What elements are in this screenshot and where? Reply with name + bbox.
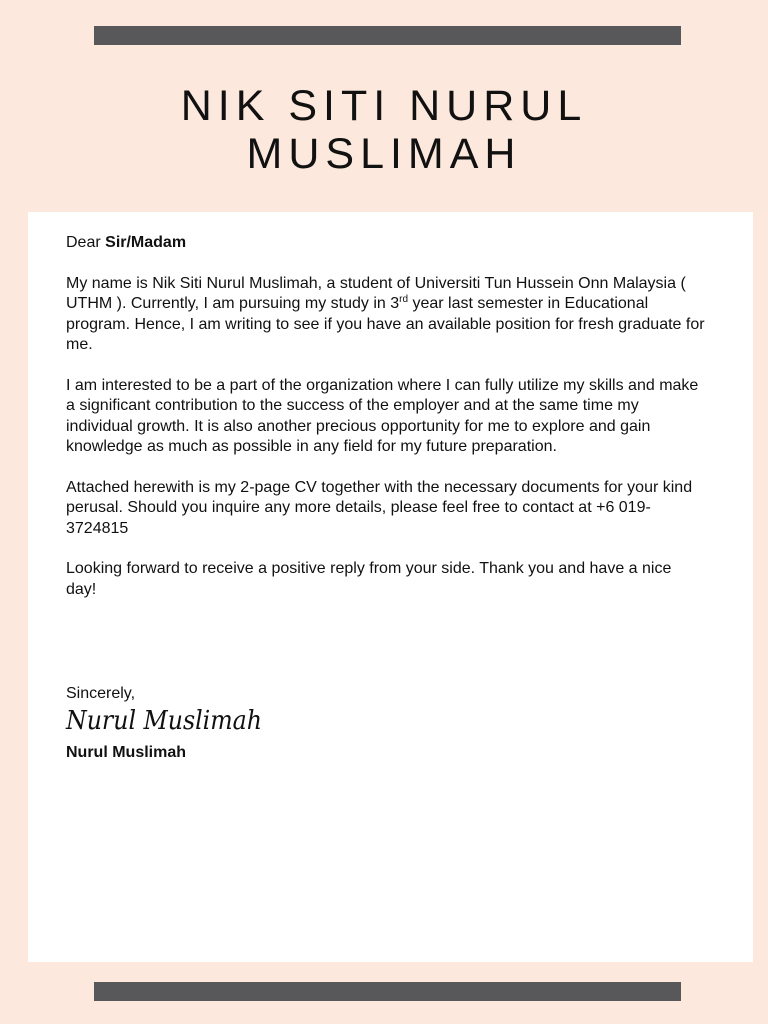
paragraph-closing-remarks: Looking forward to receive a positive reply from your side. Thank you and have a nice day! xyxy=(66,560,672,598)
paragraph-introduction-part1: My name is Nik Siti Nurul Muslimah, a student of Universiti Tun Hussein Onn Malaysia ( UTHM ). Currently, I am pursuing my study in 3 xyxy=(66,274,686,312)
closing-word: Sincerely, xyxy=(66,685,136,702)
top-decorative-bar xyxy=(94,26,681,45)
signer-name: Nurul Muslimah xyxy=(66,744,187,761)
ordinal-suffix: rd xyxy=(399,294,409,305)
letter-card xyxy=(28,212,753,962)
paragraph-introduction-part2: year last semester in Educational program. Hence, I am writing to see if you have an available position for fresh graduate for me. xyxy=(66,295,705,353)
name-line-2: MUSLIMAH xyxy=(246,130,522,178)
recipient: Sir/Madam xyxy=(105,234,187,251)
letter-body xyxy=(66,233,706,620)
paragraph-interest: I am interested to be a part of the organization where I can fully utilize my skills and make a significant contribution to the success of the employer and at the same time my individual growth. It is also another precious opportunity for me to explore and gain knowledge as much as possible in any field for my future preparation. xyxy=(66,376,699,455)
salutation xyxy=(66,233,706,254)
paragraph-attachment: Attached herewith is my 2-page CV together with the necessary documents for your kind perusal. Should you inquire any more details, please feel free to contact at +6 019-3724815 xyxy=(66,478,693,537)
bottom-decorative-bar xyxy=(94,982,681,1001)
name-line-1: NIK SITI NURUL xyxy=(180,82,588,130)
applicant-name-heading xyxy=(0,82,768,178)
greeting: Dear xyxy=(66,234,101,251)
paragraph-introduction xyxy=(66,274,706,356)
svg-text:Nurul Muslimah: Nurul Muslimah xyxy=(65,706,262,736)
handwritten-signature xyxy=(64,703,284,739)
